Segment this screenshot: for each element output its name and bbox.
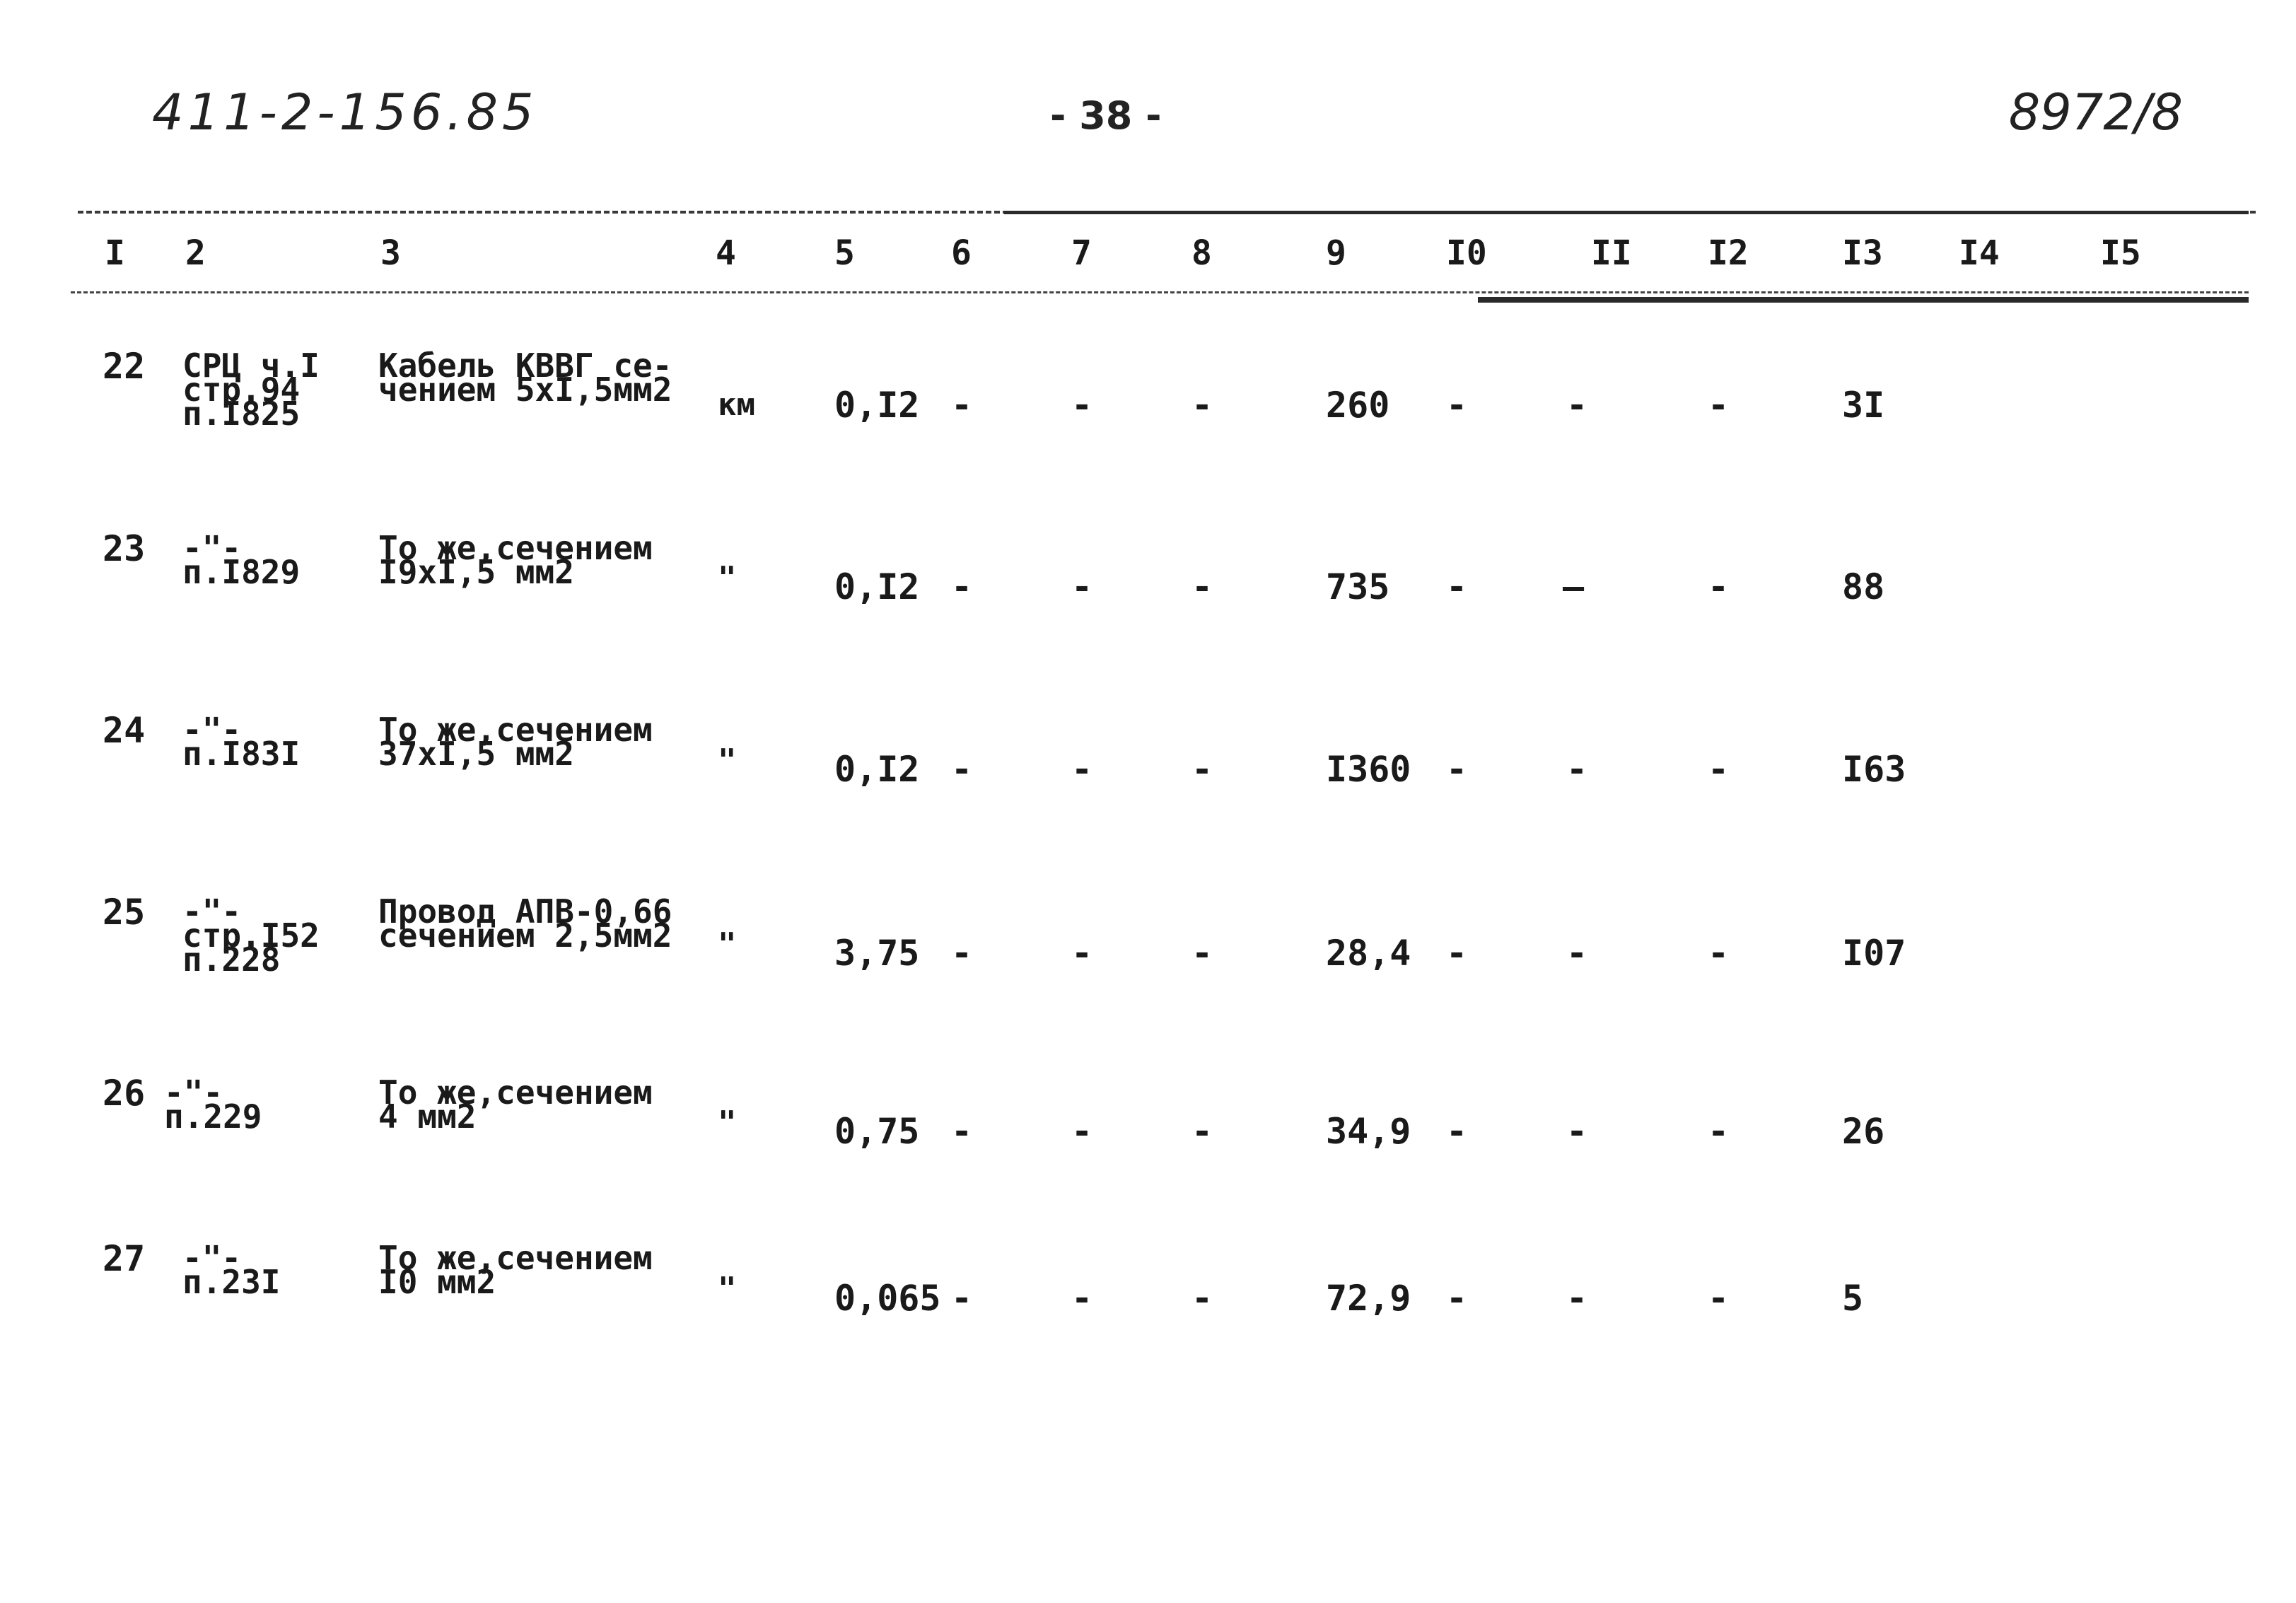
col10-cell: - — [1446, 385, 1468, 426]
reference-cell: -"- п.I829 — [182, 529, 301, 591]
col12-cell: - — [1708, 1278, 1730, 1319]
col8-cell: - — [1191, 385, 1213, 426]
col13-cell: 3I — [1842, 385, 1885, 426]
col8-cell: - — [1191, 933, 1213, 974]
col9-cell: 28,4 — [1326, 933, 1411, 974]
col5-cell: 0,75 — [834, 1111, 920, 1152]
col5-cell: 0,I2 — [834, 566, 920, 607]
col12-cell: - — [1708, 566, 1730, 607]
unit-cell: " — [718, 1104, 737, 1141]
unit-cell: " — [718, 560, 737, 596]
name-cell: Кабель КВВГ се- чением 5хI,5мм2 — [378, 346, 672, 409]
row-number: 27 — [103, 1238, 146, 1279]
col9-cell: 34,9 — [1326, 1111, 1411, 1152]
column-header: 8 — [1191, 233, 1212, 273]
top-rule-solid — [1004, 211, 2249, 214]
col10-cell: - — [1446, 566, 1468, 607]
document-code: 411-2-156.85 — [152, 83, 538, 141]
name-cell: То же,сечением I0 мм2 — [378, 1239, 653, 1301]
col5-cell: 0,065 — [834, 1278, 941, 1319]
col10-cell: - — [1446, 1278, 1468, 1319]
reference-cell: -"- п.229 — [164, 1073, 262, 1136]
col13-cell: 5 — [1842, 1278, 1864, 1319]
column-header: I0 — [1446, 233, 1487, 273]
name-cell: Провод АПВ-0,66 сечением 2,5мм2 — [378, 892, 672, 955]
reference-cell: -"- стр.I52 п.228 — [182, 892, 320, 979]
column-header: I4 — [1959, 233, 2000, 273]
column-header: I — [105, 233, 125, 273]
col9-cell: 72,9 — [1326, 1278, 1411, 1319]
name-cell: То же,сечением 4 мм2 — [378, 1073, 653, 1136]
col9-cell: I360 — [1326, 749, 1411, 790]
col7-cell: - — [1071, 566, 1093, 607]
name-cell: То же,сечением 37хI,5 мм2 — [378, 711, 653, 773]
col7-cell: - — [1071, 933, 1093, 974]
col8-cell: - — [1191, 566, 1213, 607]
col8-cell: - — [1191, 1278, 1213, 1319]
col6-cell: - — [951, 1278, 973, 1319]
sheet-reference: 8972/8 — [2008, 83, 2183, 141]
col9-cell: 260 — [1326, 385, 1390, 426]
unit-cell: " — [718, 926, 737, 962]
col11-cell: - — [1566, 1111, 1588, 1152]
col5-cell: 3,75 — [834, 933, 920, 974]
col7-cell: - — [1071, 749, 1093, 790]
col12-cell: - — [1708, 1111, 1730, 1152]
col8-cell: - — [1191, 749, 1213, 790]
column-header: II — [1591, 233, 1632, 273]
page-number: - 38 - — [1050, 93, 1162, 138]
col6-cell: - — [951, 1111, 973, 1152]
col10-cell: - — [1446, 933, 1468, 974]
col12-cell: - — [1708, 749, 1730, 790]
col10-cell: - — [1446, 749, 1468, 790]
col12-cell: - — [1708, 933, 1730, 974]
col11-cell: - — [1566, 749, 1588, 790]
unit-cell: " — [718, 742, 737, 779]
column-header: I2 — [1708, 233, 1749, 273]
row-number: 24 — [103, 710, 146, 751]
col7-cell: - — [1071, 385, 1093, 426]
col6-cell: - — [951, 933, 973, 974]
unit-cell: км — [718, 387, 755, 423]
name-cell: То же,сечением I9хI,5 мм2 — [378, 529, 653, 591]
row-number: 23 — [103, 528, 146, 569]
col11-cell: - — [1566, 1278, 1588, 1319]
col5-cell: 0,I2 — [834, 749, 920, 790]
row-number: 25 — [103, 892, 146, 933]
col8-cell: - — [1191, 1111, 1213, 1152]
col6-cell: - — [951, 385, 973, 426]
col7-cell: - — [1071, 1111, 1093, 1152]
col12-cell: - — [1708, 385, 1730, 426]
col6-cell: - — [951, 749, 973, 790]
header-rule-solid — [1478, 297, 2249, 303]
reference-cell: -"- п.I83I — [182, 711, 301, 773]
col13-cell: 88 — [1842, 566, 1885, 607]
column-header: 3 — [380, 233, 401, 273]
row-number: 26 — [103, 1073, 146, 1114]
column-header: 2 — [185, 233, 206, 273]
column-header: 7 — [1071, 233, 1092, 273]
header-rule-dashed — [71, 291, 2249, 293]
col9-cell: 735 — [1326, 566, 1390, 607]
column-header: I5 — [2100, 233, 2141, 273]
col7-cell: - — [1071, 1278, 1093, 1319]
col13-cell: 26 — [1842, 1111, 1885, 1152]
column-header: 5 — [834, 233, 855, 273]
reference-cell: -"- п.23I — [182, 1239, 281, 1301]
unit-cell: " — [718, 1271, 737, 1307]
col13-cell: I63 — [1842, 749, 1906, 790]
column-header: 4 — [716, 233, 736, 273]
col11-cell: — — [1563, 566, 1585, 607]
col11-cell: - — [1566, 385, 1588, 426]
col6-cell: - — [951, 566, 973, 607]
row-number: 22 — [103, 346, 146, 387]
column-header: I3 — [1842, 233, 1883, 273]
col11-cell: - — [1566, 933, 1588, 974]
col13-cell: I07 — [1842, 933, 1906, 974]
reference-cell: СРЦ ч.I стр.94 п.I825 — [182, 346, 320, 433]
column-header: 9 — [1326, 233, 1346, 273]
column-header: 6 — [951, 233, 972, 273]
col10-cell: - — [1446, 1111, 1468, 1152]
col5-cell: 0,I2 — [834, 385, 920, 426]
